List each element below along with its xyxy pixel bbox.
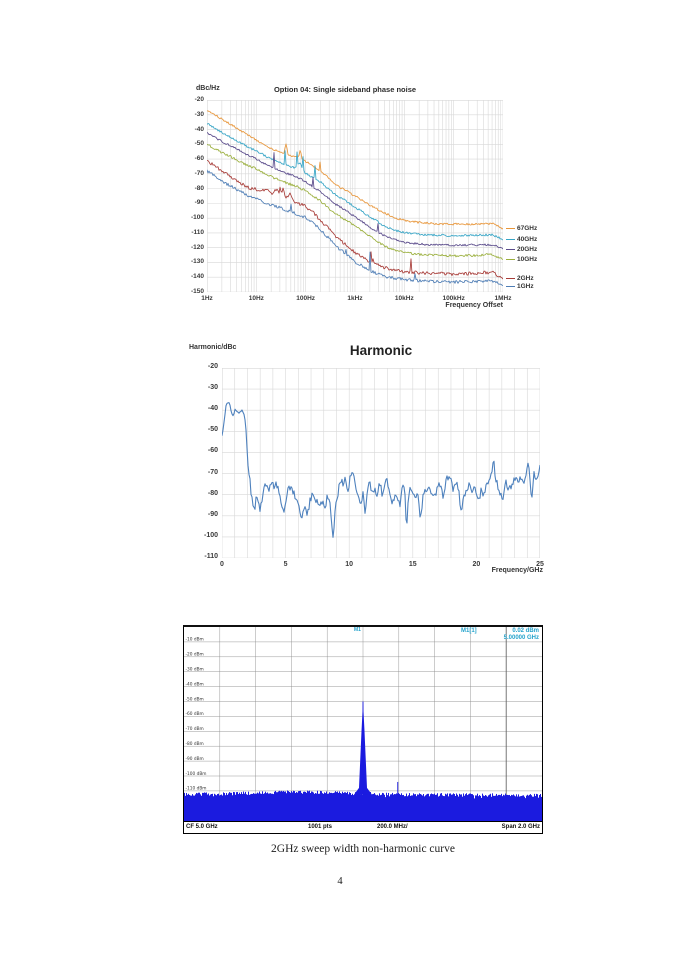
phase-noise-y-tick-label: -40 — [194, 125, 204, 133]
harmonic-x-tick-label: 20 — [472, 561, 481, 568]
phase-noise-x-tick-label: 10kHz — [394, 295, 414, 302]
phase-noise-x-tick-label: 10Hz — [248, 295, 264, 302]
phase-noise-y-tick-label: -60 — [194, 155, 204, 163]
legend-label: 1GHz — [517, 282, 534, 290]
per-division-readout: 200.0 MHz/ — [377, 824, 408, 830]
harmonic-x-tick-label: 25 — [536, 561, 544, 568]
page-number: 4 — [337, 876, 343, 887]
spectrum-plot-canvas — [184, 627, 542, 821]
phase-noise-y-tick-label: -80 — [194, 184, 204, 192]
harmonic-x-tick-label: 15 — [408, 561, 417, 568]
phase-noise-y-tick-label: -70 — [194, 169, 204, 177]
harmonic-title: Harmonic — [349, 343, 413, 358]
legend-item-67GHz — [506, 225, 537, 232]
harmonic-y-tick-label: -30 — [207, 384, 218, 392]
phase-noise-x-tick-label: 1MHz — [494, 295, 512, 302]
phase-noise-y-axis-label: dBc/Hz — [196, 85, 220, 92]
legend-line-swatch — [506, 228, 515, 229]
legend-line-swatch — [506, 239, 515, 240]
harmonic-y-tick-label: -20 — [207, 363, 218, 370]
phase-noise-x-axis-label: Frequency Offset — [445, 302, 503, 309]
harmonic-x-tick-label: 10 — [345, 561, 354, 568]
phase-noise-y-tick-label: -140 — [190, 273, 204, 281]
legend-line-swatch — [506, 278, 515, 279]
legend-item-20GHz — [506, 246, 537, 253]
harmonic-x-tick-label: 0 — [220, 561, 224, 568]
marker-name: M1[1] — [461, 628, 477, 634]
marker-frequency: 5.00000 GHz — [503, 635, 539, 641]
marker-peak-tag: M1 — [354, 627, 361, 633]
harmonic-y-tick-label: -40 — [207, 405, 218, 413]
phase-noise-y-tick-label: -30 — [194, 110, 204, 118]
phase-noise-y-tick-label: -100 — [190, 214, 204, 222]
legend-item-2GHz — [506, 275, 534, 282]
phase-noise-y-tick-label: -130 — [190, 258, 204, 266]
legend-label: 10GHz — [517, 256, 538, 263]
sweep-points-readout: 1001 pts — [308, 824, 333, 830]
phase-noise-plot-canvas — [207, 100, 503, 292]
phase-noise-x-tick-label: 1kHz — [347, 295, 363, 302]
phase-noise-y-tick-label: -150 — [190, 288, 204, 295]
harmonic-y-tick-label: -100 — [203, 531, 218, 539]
harmonic-y-tick-label: -110 — [204, 553, 218, 560]
legend-label: 2GHz — [517, 275, 534, 283]
harmonic-y-tick-label: -60 — [207, 447, 218, 455]
legend-line-swatch — [506, 259, 515, 260]
phase-noise-title: Option 04: Single sideband phase noise — [273, 85, 417, 94]
harmonic-y-tick-label: -70 — [207, 468, 218, 476]
harmonic-y-tick-label: -80 — [207, 489, 218, 497]
phase-noise-y-tick-label: -90 — [194, 199, 204, 207]
phase-noise-x-tick-label: 100kHz — [442, 295, 465, 302]
spectrum-footer-bar — [184, 821, 542, 833]
harmonic-y-tick-label: -50 — [207, 426, 218, 434]
legend-item-1GHz — [506, 283, 534, 290]
marker-readout — [461, 628, 539, 642]
harmonic-x-axis-label: Frequency/GHz — [491, 567, 543, 574]
harmonic-y-axis-label: Harmonic/dBc — [189, 344, 237, 351]
phase-noise-y-tick-label: -110 — [191, 228, 204, 236]
phase-noise-x-tick-label: 1Hz — [201, 295, 213, 302]
figure-caption: 2GHz sweep width non-harmonic curve — [271, 843, 455, 855]
legend-label: 40GHz — [517, 236, 538, 244]
harmonic-y-tick-label: -90 — [207, 510, 218, 518]
harmonic-plot-canvas — [222, 368, 540, 558]
legend-item-40GHz — [506, 236, 537, 243]
phase-noise-y-tick-label: -120 — [190, 243, 204, 251]
legend-label: 67GHz — [517, 224, 538, 232]
harmonic-x-tick-label: 5 — [283, 561, 288, 568]
phase-noise-x-tick-label: 100Hz — [296, 295, 316, 302]
legend-label: 20GHz — [517, 245, 538, 253]
spectrum-analyzer-screenshot — [183, 625, 543, 834]
legend-line-swatch — [506, 249, 515, 250]
center-frequency-readout: CF 5.0 GHz — [186, 824, 218, 830]
legend-line-swatch — [506, 286, 515, 287]
span-readout: Span 2.0 GHz — [501, 824, 540, 830]
phase-noise-y-tick-label: -20 — [194, 96, 204, 103]
phase-noise-y-tick-label: -50 — [194, 140, 204, 148]
marker-amplitude: 0.02 dBm — [512, 628, 539, 634]
legend-item-10GHz — [506, 256, 537, 263]
